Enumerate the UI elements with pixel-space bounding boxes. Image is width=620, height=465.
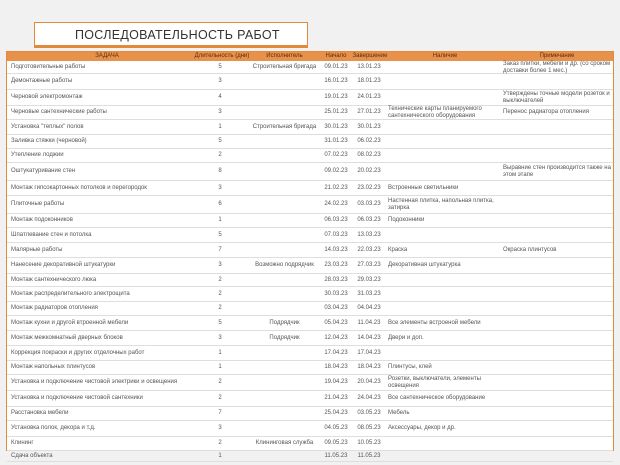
cell-start: 04.05.23 — [324, 425, 348, 431]
cell-task: Монтаж сантехнического люка — [11, 276, 97, 283]
header-executor: Исполнитель — [266, 53, 303, 59]
cell-task: Клининг — [11, 440, 34, 446]
cell-end: 13.01.23 — [357, 63, 381, 70]
header-note: Примечание — [539, 53, 575, 59]
header-duration: Длительность (дни) — [194, 53, 250, 59]
table-row — [7, 421, 613, 437]
cell-duration: 7 — [218, 410, 222, 416]
cell-task: Установка и подключение чистовой сантехники — [11, 395, 143, 401]
cell-end: 03.05.23 — [357, 410, 381, 416]
cell-end: 13.03.23 — [357, 231, 381, 238]
cell-duration: 2 — [218, 276, 222, 283]
cell-filling: Плинтусы, клей — [388, 364, 432, 370]
cell-end: 17.04.23 — [357, 349, 381, 356]
cell-filling: Подоконники — [388, 217, 425, 223]
cell-task: Коррекция покраски и других отделочных работ — [11, 349, 145, 356]
table-row — [7, 181, 613, 196]
table-row — [7, 316, 613, 331]
cell-duration: 2 — [218, 395, 222, 401]
title-box — [34, 22, 308, 48]
cell-filling: Встроенные светильники — [388, 184, 459, 191]
cell-end: 11.04.23 — [357, 319, 381, 326]
cell-start: 21.02.23 — [324, 184, 348, 191]
cell-task: Монтаж гипсокартонных потолков и перегородок — [11, 184, 147, 191]
cell-note: Перенос радиатора отопления — [503, 109, 589, 115]
cell-filling: Все элементы встроеной мебели — [388, 319, 481, 326]
cell-start: 17.04.23 — [324, 349, 348, 356]
table-row — [7, 407, 613, 421]
cell-end: 24.01.23 — [357, 94, 381, 100]
table-row — [7, 375, 613, 391]
cell-duration: 1 — [218, 364, 222, 370]
cell-executor: Возможно подрядчик — [255, 262, 314, 268]
cell-end: 03.03.23 — [357, 201, 381, 207]
table-row — [7, 135, 613, 149]
cell-note: Выравние стен производится также на этом этапе — [503, 164, 611, 178]
cell-duration: 1 — [218, 452, 222, 459]
table-row — [7, 90, 613, 106]
cell-start: 07.02.23 — [324, 152, 348, 158]
cell-start: 14.03.23 — [324, 246, 348, 253]
cell-start: 25.04.23 — [324, 410, 348, 416]
table-row — [7, 258, 613, 274]
cell-end: 31.03.23 — [357, 290, 381, 297]
cell-end: 10.05.23 — [357, 440, 381, 446]
cell-task: Утепление лоджии — [11, 152, 64, 158]
table-row — [7, 120, 613, 135]
cell-start: 06.03.23 — [324, 217, 348, 223]
cell-end: 24.04.23 — [357, 395, 381, 401]
cell-executor: Подрядчик — [269, 319, 300, 326]
cell-task: Заливка стяжки (черновой) — [11, 138, 87, 144]
cell-end: 27.01.23 — [357, 109, 381, 115]
table-row — [7, 451, 613, 462]
table-row — [7, 74, 613, 90]
cell-task: Демонтажные работы — [11, 78, 73, 84]
cell-end: 08.05.23 — [357, 425, 381, 431]
cell-task: Нанесение декоративной штукатурки — [11, 262, 116, 268]
table-row — [7, 228, 613, 243]
cell-end: 18.04.23 — [357, 364, 381, 370]
cell-start: 12.04.23 — [324, 334, 348, 341]
cell-task: Монтаж радиаторов отопления — [11, 305, 98, 311]
cell-task: Черновые сантехнические работы — [11, 109, 107, 115]
table-row — [7, 274, 613, 287]
cell-task: Расстановка мебели — [11, 410, 69, 416]
cell-duration: 3 — [218, 334, 222, 341]
cell-duration: 2 — [218, 305, 222, 311]
cell-duration: 1 — [218, 123, 222, 130]
cell-task: Монтаж межкомнатный дверных блоков — [11, 334, 123, 341]
cell-start: 11.05.23 — [324, 452, 348, 459]
table-row — [7, 163, 613, 181]
cell-end: 18.01.23 — [357, 78, 381, 84]
cell-filling: Настенная плитка, напольная плитка, затирка — [388, 197, 494, 211]
cell-start: 19.01.23 — [324, 94, 348, 100]
table-row — [7, 149, 613, 163]
cell-start: 28.03.23 — [324, 276, 348, 283]
cell-executor: Строительная бригада — [252, 63, 317, 70]
cell-start: 19.04.23 — [324, 379, 348, 385]
cell-start: 30.03.23 — [324, 290, 348, 297]
cell-start: 30.01.23 — [324, 123, 348, 130]
cell-task: Монтаж кухни и другой втроенной мебели — [11, 319, 129, 326]
cell-end: 11.05.23 — [357, 452, 381, 459]
cell-end: 08.02.23 — [357, 152, 381, 158]
cell-executor: Подрядчик — [269, 334, 300, 341]
cell-start: 18.04.23 — [324, 364, 348, 370]
cell-duration: 1 — [218, 217, 222, 223]
cell-filling: Мебель — [388, 410, 410, 416]
cell-filling: Розетки, выключатели, элементы освещения — [388, 375, 481, 389]
header-start: Начало — [325, 53, 347, 59]
cell-duration: 3 — [218, 262, 222, 268]
cell-executor: Клининговая служба — [255, 440, 314, 446]
cell-end: 22.03.23 — [357, 246, 381, 253]
cell-duration: 4 — [218, 94, 222, 100]
cell-filling: Все сантехническое оборудование — [388, 395, 486, 401]
cell-start: 09.02.23 — [324, 168, 348, 174]
cell-end: 04.04.23 — [357, 305, 381, 311]
cell-duration: 5 — [218, 138, 222, 144]
cell-task: Монтаж напольных плинтусов — [11, 364, 96, 370]
cell-duration: 3 — [218, 425, 222, 431]
schedule-table — [6, 51, 614, 459]
cell-start: 31.01.23 — [324, 138, 348, 144]
cell-end: 20.04.23 — [357, 379, 381, 385]
table-row — [7, 331, 613, 346]
cell-task: Установка полок, декора и т.д. — [11, 425, 96, 431]
header-task: ЗАДАЧА — [95, 53, 119, 59]
cell-filling: Краска — [388, 246, 408, 253]
cell-filling: Декоративная штукатурка — [388, 262, 461, 268]
table-row — [7, 391, 613, 407]
cell-task: Малярные работы — [11, 246, 63, 253]
cell-duration: 8 — [218, 168, 222, 174]
cell-end: 06.02.23 — [357, 138, 381, 144]
table-row — [7, 346, 613, 361]
cell-note: Окраска плинтусов — [503, 246, 557, 253]
cell-task: Сдача объекта — [11, 452, 53, 459]
cell-task: Плиточные работы — [11, 201, 65, 207]
table-row — [7, 61, 613, 74]
cell-end: 06.03.23 — [357, 217, 381, 223]
table-row — [7, 243, 613, 258]
cell-start: 05.04.23 — [324, 319, 348, 326]
table-row — [7, 302, 613, 316]
header-filling: Наличие — [432, 53, 458, 59]
cell-duration: 5 — [218, 63, 222, 70]
cell-duration: 5 — [218, 231, 222, 238]
cell-start: 21.04.23 — [324, 395, 348, 401]
cell-task: Шпатлевание стен и потолка — [11, 231, 92, 238]
cell-duration: 3 — [218, 184, 222, 191]
cell-start: 16.01.23 — [324, 78, 348, 84]
table-row — [7, 361, 613, 375]
cell-executor: Строительная бригада — [252, 123, 317, 130]
cell-task: Подготовительные работы — [11, 63, 86, 70]
cell-end: 30.01.23 — [357, 123, 381, 130]
cell-start: 07.03.23 — [324, 231, 348, 238]
table-row — [7, 437, 613, 451]
cell-duration: 3 — [218, 78, 222, 84]
cell-duration: 3 — [218, 109, 222, 115]
cell-end: 20.02.23 — [357, 168, 381, 174]
cell-end: 14.04.23 — [357, 334, 381, 341]
table-row — [7, 214, 613, 228]
cell-filling: Технические карты планируемого сантехнического оборудования — [388, 106, 482, 119]
cell-start: 09.05.23 — [324, 440, 348, 446]
cell-start: 24.02.23 — [324, 201, 348, 207]
cell-duration: 5 — [218, 319, 222, 326]
cell-note: Утверждены точные модели розеток и выключателей — [503, 90, 610, 104]
cell-task: Установка "теплых" полов — [11, 123, 84, 130]
cell-end: 27.03.23 — [357, 262, 381, 268]
cell-start: 09.01.23 — [324, 63, 348, 70]
cell-duration: 2 — [218, 152, 222, 158]
cell-task: Монтаж распределительного электрощита — [11, 290, 130, 297]
cell-duration: 2 — [218, 379, 222, 385]
cell-task: Оштукатуривание стен — [11, 168, 76, 174]
cell-duration: 1 — [218, 349, 222, 356]
cell-task: Установка и подключение чистовой электрики и освещения — [11, 379, 178, 385]
table-row — [7, 287, 613, 302]
table-row — [7, 196, 613, 214]
cell-filling: Аксессуары, декор и др. — [388, 425, 456, 431]
cell-duration: 7 — [218, 246, 222, 253]
table-header — [7, 52, 613, 61]
cell-duration: 2 — [218, 440, 222, 446]
cell-duration: 2 — [218, 290, 222, 297]
cell-end: 29.03.23 — [357, 276, 381, 283]
cell-start: 23.03.23 — [324, 262, 348, 268]
cell-task: Монтаж подоконников — [11, 217, 73, 223]
cell-task: Черновой электромонтаж — [11, 94, 83, 100]
cell-start: 03.04.23 — [324, 305, 348, 311]
cell-end: 23.02.23 — [357, 184, 381, 191]
cell-note: Заказ плитки, мебели и др. (со сроком доставки более 1 мес.) — [503, 61, 611, 74]
page-title: ПОСЛЕДОВАТЕЛЬНОСТЬ РАБОТ — [75, 28, 280, 42]
cell-filling: Двери и доп. — [388, 334, 424, 341]
cell-duration: 6 — [218, 201, 222, 207]
table-row — [7, 106, 613, 120]
header-end: Завершение — [352, 53, 388, 59]
cell-start: 25.01.23 — [324, 109, 348, 115]
